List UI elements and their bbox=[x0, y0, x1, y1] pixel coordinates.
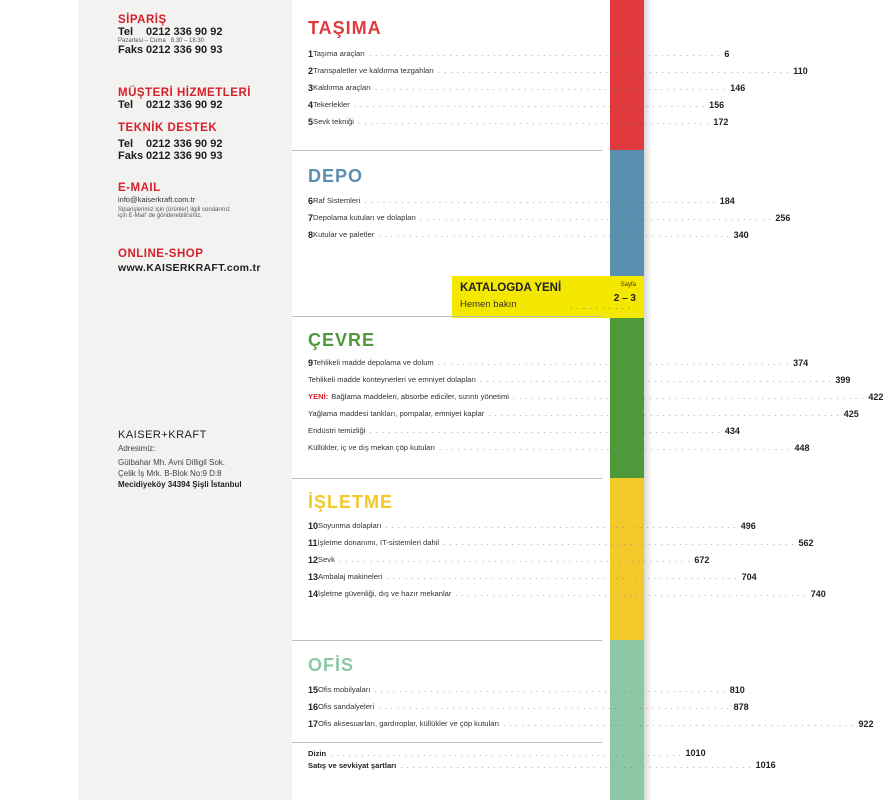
toc-entry-cevre[interactable] bbox=[308, 371, 851, 388]
toc-entry-label: Raf Sistemleri bbox=[313, 196, 361, 205]
toc-entry-number: 11 bbox=[308, 537, 318, 548]
toc-leader-dots: . . . . . . . . . . . . . . . . . . . . . . . . . . . . . . . . . . . . . . . . . . . . . . . . . . . . . . . . . bbox=[503, 719, 855, 728]
toc-entry-extra[interactable] bbox=[308, 759, 776, 771]
toc-entry-ofis[interactable] bbox=[308, 715, 874, 732]
toc-entry-label: Ofis aksesuarları, gardıroplar, küllükler ve çöp kutuları bbox=[318, 719, 500, 728]
section-divider bbox=[292, 316, 602, 317]
toc-list-isletme bbox=[308, 517, 826, 602]
toc-entry-number: 15 bbox=[308, 684, 319, 695]
siparis-tel[interactable]: 0212 336 90 92 bbox=[146, 26, 223, 38]
toc-entry-number: 6 bbox=[308, 195, 314, 206]
toc-entry-page: 422 bbox=[868, 391, 883, 402]
toc-entry-depo[interactable] bbox=[308, 192, 735, 209]
toc-entry-page: 374 bbox=[793, 357, 809, 368]
email-note-2: için E-Mail' de gönderebilirsiniz. bbox=[118, 213, 202, 219]
siparis-heading: SİPARİŞ bbox=[118, 14, 167, 26]
toc-entry-number: 4 bbox=[308, 99, 314, 110]
online-shop-heading: ONLINE-SHOP bbox=[118, 248, 204, 260]
address-line-1: Gülbahar Mh. Avni Dilligil Sok. bbox=[118, 458, 226, 467]
toc-entry-label: Yağlama maddesi tankları, pompalar, emniyet kaplar bbox=[308, 409, 485, 418]
teknik-fax: 0212 336 90 93 bbox=[146, 150, 223, 162]
toc-entry-label: Bağlama maddeleri, absorbe ediciler, sızıntı yönetimi bbox=[331, 392, 509, 401]
toc-leader-dots: . . . . . . . . . . . . . . . . . . . . . . . . . . . . . . . . . . . . . . . . . . . . . . . . . . . . . . . . . bbox=[378, 230, 730, 239]
toc-leader-dots: . . . . . . . . . . . . . . . . . . . . . . . . . . . . . . . . . . . . . . . . . . . . . . . . . . . . . . . . . bbox=[443, 538, 795, 547]
toc-entry-page: 496 bbox=[740, 520, 756, 531]
toc-entry-number: 16 bbox=[308, 701, 319, 712]
toc-entry-label: Kutular ve paletler bbox=[313, 230, 375, 239]
toc-entry-page: 448 bbox=[794, 442, 810, 453]
toc-entry-label: Ofis sandalyeleri bbox=[318, 702, 375, 711]
toc-entry-label: Tehlikeli madde depolama ve dolum bbox=[313, 358, 434, 367]
toc-entry-page: 340 bbox=[733, 229, 749, 240]
toc-leader-dots: . . . . . . . . . . . . . . . . . . . . . . . . . . . . . . . . . . . . . . . . . . . . . . . . . . . . . . . . . bbox=[386, 572, 738, 581]
toc-entry-page: 562 bbox=[798, 537, 814, 548]
toc-entry-page: 425 bbox=[843, 408, 859, 419]
email-address[interactable]: info@kaiserkraft.com.tr bbox=[118, 195, 196, 204]
banner-leader-dots: . . . . . . . . . . bbox=[570, 302, 632, 311]
toc-entry-label: Satış ve sevkiyat şartları bbox=[308, 760, 397, 770]
toc-entry-number: 17 bbox=[308, 718, 319, 729]
siparis-hours-label: Pazartesi – Cuma bbox=[118, 38, 166, 44]
toc-entry-number: 7 bbox=[308, 212, 314, 223]
musteri-tel-label: Tel bbox=[118, 99, 134, 111]
toc-list-ofis bbox=[308, 681, 874, 732]
toc-entry-cevre[interactable] bbox=[308, 422, 740, 439]
toc-entry-isletme[interactable] bbox=[308, 517, 756, 534]
toc-entry-isletme[interactable] bbox=[308, 585, 826, 602]
toc-leader-dots: . . . . . . . . . . . . . . . . . . . . . . . . . . . . . . . . . . . . . . . . . . . . . . . . . . . . . . . . . bbox=[437, 66, 790, 75]
toc-entry-isletme[interactable] bbox=[308, 534, 814, 551]
toc-entry-page: 740 bbox=[810, 588, 826, 599]
toc-entry-label: Sevk bbox=[318, 555, 335, 564]
musteri-tel[interactable]: 0212 336 90 92 bbox=[146, 99, 223, 111]
toc-entry-isletme[interactable] bbox=[308, 568, 757, 585]
toc-entry-ofis[interactable] bbox=[308, 681, 745, 698]
toc-entry-page: 184 bbox=[719, 195, 735, 206]
toc-leader-dots: . . . . . . . . . . . . . . . . . . . . . . . . . . . . . . . . . . . . . . . . . . . . . . . . . . . . . . . . . bbox=[374, 83, 727, 92]
toc-leader-dots: . . . . . . . . . . . . . . . . . . . . . . . . . . . . . . . . . . . . . . . . . . . . . . . . . . . . . . . . . bbox=[400, 760, 752, 770]
section-title-depo: DEPO bbox=[308, 166, 364, 186]
toc-leader-dots: . . . . . . . . . . . . . . . . . . . . . . . . . . . . . . . . . . . . . . . . . . . . . . . . . . . . . . . . . bbox=[439, 443, 791, 452]
toc-entry-tasima[interactable] bbox=[308, 62, 808, 79]
toc-entry-label: Taşıma araçları bbox=[313, 49, 365, 58]
tab-tasima[interactable] bbox=[610, 0, 644, 150]
toc-entry-page: 156 bbox=[709, 99, 725, 110]
toc-entry-depo[interactable] bbox=[308, 209, 791, 226]
section-divider bbox=[292, 640, 602, 641]
toc-leader-dots: . . . . . . . . . . . . . . . . . . . . . . . . . . . . . . . . . . . . . . . . . . . . . . . . . . . . . . . . . bbox=[378, 702, 730, 711]
toc-entry-page: 172 bbox=[713, 116, 729, 127]
toc-entry-tasima[interactable] bbox=[308, 96, 725, 113]
section-divider bbox=[292, 478, 602, 479]
toc-leader-dots: . . . . . . . . . . . . . . . . . . . . . . . . . . . . . . . . . . . . . . . . . . . . . . . . . . . . . . . . . bbox=[420, 213, 772, 222]
toc-leader-dots: . . . . . . . . . . . . . . . . . . . . . . . . . . . . . . . . . . . . . . . . . . . . . . . . . . . . . . . . . bbox=[368, 49, 721, 58]
toc-entry-number: 13 bbox=[308, 571, 319, 582]
toc-entry-page: 256 bbox=[775, 212, 791, 223]
toc-entry-page: 1016 bbox=[755, 760, 776, 770]
toc-entry-page: 810 bbox=[729, 684, 745, 695]
toc-entry-page: 434 bbox=[724, 425, 740, 436]
toc-entry-extra[interactable] bbox=[308, 747, 706, 759]
toc-entry-label: Ambalaj makineleri bbox=[318, 572, 383, 581]
toc-entry-label: Ofis mobilyaları bbox=[318, 685, 371, 694]
section-title-cevre: ÇEVRE bbox=[308, 330, 376, 350]
toc-entry-label: Sevk tekniği bbox=[313, 117, 354, 126]
toc-list-cevre bbox=[308, 354, 883, 456]
toc-entry-page: 146 bbox=[730, 82, 746, 93]
siparis-fax: 0212 336 90 93 bbox=[146, 44, 223, 56]
toc-entry-label: Soyunma dolapları bbox=[318, 521, 382, 530]
address-block bbox=[118, 430, 242, 490]
toc-entry-number: 9 bbox=[308, 357, 314, 368]
toc-entry-number: 14 bbox=[308, 588, 319, 599]
email-note-1: Siparişlerimiz için (ürünler) ilgili sorularınız bbox=[118, 207, 231, 213]
toc-leader-dots: . . . . . . . . . . . . . . . . . . . . . . . . . . . . . . . . . . . . . . . . . . . . . . . . . . . . . . . . . bbox=[357, 117, 710, 126]
address-line-2: Çelik İş Mrk. B-Blok No:9 D:8 bbox=[118, 469, 222, 478]
toc-entry-label: İşletme güvenliği, dış ve hazır mekanlar bbox=[318, 589, 452, 598]
section-title-isletme: İŞLETME bbox=[308, 492, 394, 512]
toc-entry-label: Transpaletler ve kaldırma tezgahları bbox=[313, 66, 434, 75]
banner-pages: 2 – 3 bbox=[613, 293, 636, 304]
banner-subtitle: Hemen bakın bbox=[460, 299, 517, 310]
email-heading: E-MAIL bbox=[118, 182, 161, 194]
banner-title: KATALOGDA YENİ bbox=[460, 282, 562, 294]
teknik-tel[interactable]: 0212 336 90 92 bbox=[146, 138, 223, 150]
toc-entry-isletme[interactable] bbox=[308, 551, 710, 568]
toc-entry-number: 1 bbox=[308, 48, 314, 59]
toc-entry-page: 399 bbox=[835, 374, 851, 385]
toc-leader-dots: . . . . . . . . . . . . . . . . . . . . . . . . . . . . . . . . . . . . . . . . . . . . . . . . . . . . . . . . . bbox=[374, 685, 726, 694]
toc-entry-page: 110 bbox=[793, 65, 808, 76]
teknik-heading: TEKNİK DESTEK bbox=[118, 122, 218, 134]
toc-entry-number: 3 bbox=[308, 82, 314, 93]
section-title-ofis: OFİS bbox=[308, 655, 355, 675]
teknik-tel-label: Tel bbox=[118, 138, 134, 150]
toc-entry-tasima[interactable] bbox=[308, 79, 746, 96]
toc-leader-dots: . . . . . . . . . . . . . . . . . . . . . . . . . . . . . . . . . . . . . . . . . . . . . . . . . . . . . . . . . bbox=[364, 196, 716, 205]
toc-list-depo bbox=[308, 192, 791, 243]
new-in-catalog-banner[interactable] bbox=[452, 276, 644, 318]
toc-entry-label: Tekerlekler bbox=[313, 100, 350, 109]
toc-entry-cevre[interactable] bbox=[308, 354, 809, 371]
toc-entry-label: Depolama kutuları ve dolapları bbox=[313, 213, 417, 222]
toc-leader-dots: . . . . . . . . . . . . . . . . . . . . . . . . . . . . . . . . . . . . . . . . . . . . . . . . . . . . . . . . . bbox=[330, 748, 682, 758]
toc-entry-number: 10 bbox=[308, 520, 319, 531]
toc-entry-page: 922 bbox=[858, 718, 874, 729]
toc-entry-ofis[interactable] bbox=[308, 698, 749, 715]
toc-entry-label: İşletme donanımı, IT-sistemleri dahil bbox=[317, 538, 440, 547]
toc-entry-cevre[interactable] bbox=[308, 439, 810, 456]
section-divider bbox=[292, 150, 602, 151]
toc-entry-cevre[interactable] bbox=[308, 405, 859, 422]
toc-entry-new-prefix: YENİ: bbox=[308, 392, 329, 401]
banner-page-label: Sayfa bbox=[620, 282, 636, 288]
section-divider bbox=[292, 742, 602, 743]
toc-leader-dots: . . . . . . . . . . . . . . . . . . . . . . . . . . . . . . . . . . . . . . . . . . . . . . . . . . . . . . . . . bbox=[512, 392, 865, 401]
toc-leader-dots: . . . . . . . . . . . . . . . . . . . . . . . . . . . . . . . . . . . . . . . . . . . . . . . . . . . . . . . . . bbox=[385, 521, 737, 530]
siparis-hours: 8.30 – 18.30 bbox=[170, 38, 205, 44]
siparis-fax-label: Faks bbox=[118, 44, 144, 56]
toc-entry-tasima[interactable] bbox=[308, 113, 729, 130]
toc-entry-cevre[interactable] bbox=[308, 388, 883, 405]
toc-list-extra bbox=[308, 747, 776, 771]
toc-entry-label: Kaldırma araçları bbox=[313, 83, 371, 92]
toc-entry-tasima[interactable] bbox=[308, 45, 730, 62]
toc-entry-page: 704 bbox=[741, 571, 757, 582]
address-label: Adresimiz: bbox=[118, 444, 156, 453]
toc-entry-label: Endüstri temizliği bbox=[308, 426, 366, 435]
musteri-heading: MÜŞTERİ HİZMETLERİ bbox=[118, 87, 251, 99]
toc-leader-dots: . . . . . . . . . . . . . . . . . . . . . . . . . . . . . . . . . . . . . . . . . . . . . . . . . . . . . . . . . bbox=[480, 375, 832, 384]
toc-leader-dots: . . . . . . . . . . . . . . . . . . . . . . . . . . . . . . . . . . . . . . . . . . . . . . . . . . . . . . . . . bbox=[455, 589, 807, 598]
toc-leader-dots: . . . . . . . . . . . . . . . . . . . . . . . . . . . . . . . . . . . . . . . . . . . . . . . . . . . . . . . . . bbox=[369, 426, 721, 435]
toc-entry-label: Küllükler, iç ve dış mekan çöp kutuları bbox=[308, 443, 436, 452]
toc-leader-dots: . . . . . . . . . . . . . . . . . . . . . . . . . . . . . . . . . . . . . . . . . . . . . . . . . . . . . . . . . bbox=[488, 409, 840, 418]
toc-entry-label: Tehlikeli madde konteynerleri ve emniyet dolapları bbox=[308, 375, 476, 384]
toc-entry-depo[interactable] bbox=[308, 226, 749, 243]
toc-entry-page: 6 bbox=[724, 48, 730, 59]
toc-entry-number: 5 bbox=[308, 116, 314, 127]
toc-leader-dots: . . . . . . . . . . . . . . . . . . . . . . . . . . . . . . . . . . . . . . . . . . . . . . . . . . . . . . . . . bbox=[338, 555, 691, 564]
teknik-fax-label: Faks bbox=[118, 150, 144, 162]
toc-leader-dots: . . . . . . . . . . . . . . . . . . . . . . . . . . . . . . . . . . . . . . . . . . . . . . . . . . . . . . . . . bbox=[353, 100, 706, 109]
online-shop-url[interactable]: www.KAISERKRAFT.com.tr bbox=[118, 262, 261, 274]
toc-entry-page: 672 bbox=[694, 554, 710, 565]
toc-entry-page: 878 bbox=[733, 701, 749, 712]
toc-leader-dots: . . . . . . . . . . . . . . . . . . . . . . . . . . . . . . . . . . . . . . . . . . . . . . . . . . . . . . . . . bbox=[437, 358, 790, 367]
toc-list-tasima bbox=[308, 45, 808, 130]
section-title-tasima: TAŞIMA bbox=[308, 18, 382, 38]
toc-entry-number: 8 bbox=[308, 229, 314, 240]
toc-entry-number: 12 bbox=[308, 554, 319, 565]
toc-entry-page: 1010 bbox=[685, 748, 706, 758]
toc-entry-number: 2 bbox=[308, 65, 314, 76]
address-line-3: Mecidiyeköy 34394 Şişli İstanbul bbox=[118, 480, 242, 489]
toc-entry-label: Dizin bbox=[308, 748, 327, 758]
siparis-tel-label: Tel bbox=[118, 26, 134, 38]
company-name: KAISER+KRAFT bbox=[118, 429, 207, 441]
